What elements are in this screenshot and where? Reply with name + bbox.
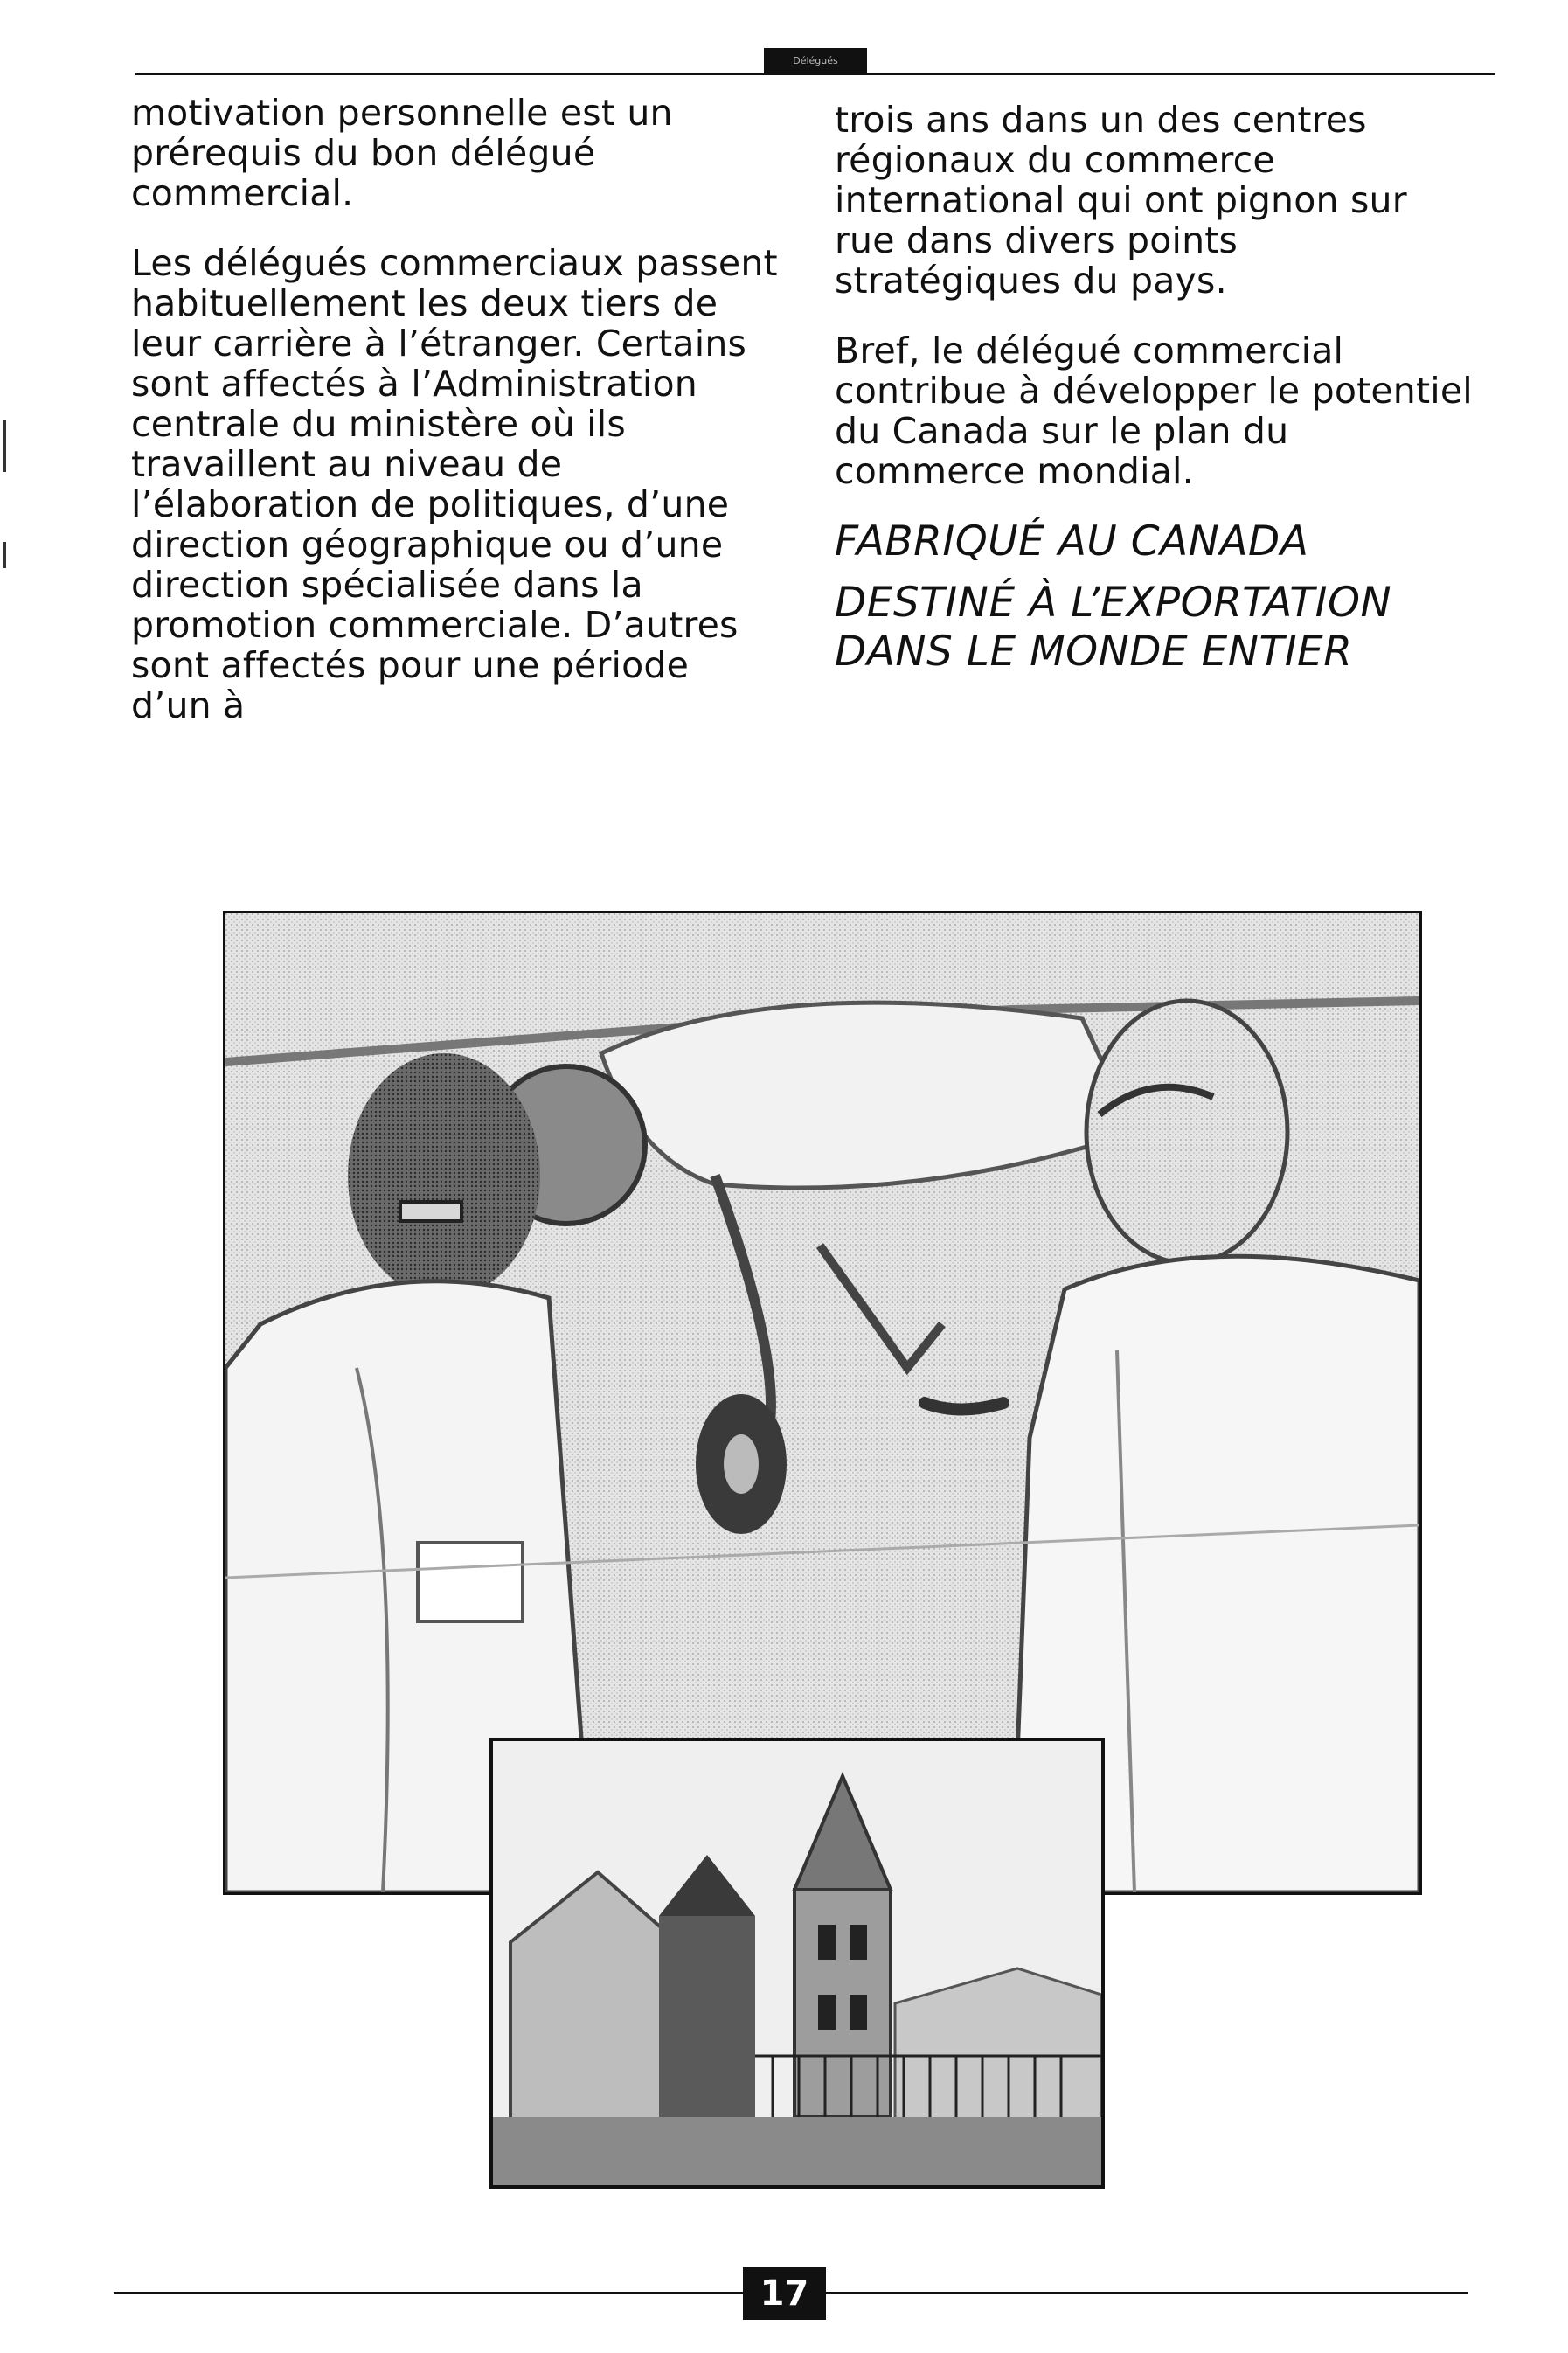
slogan-line-3: DANS LE MONDE ENTIER — [835, 628, 1353, 676]
slogan — [835, 517, 1516, 677]
header-tab — [764, 48, 867, 74]
inset-photo-illustration — [493, 1741, 1101, 2185]
slogan-line-1: FABRIQUÉ AU CANADA — [835, 517, 1309, 566]
binder-mark — [3, 542, 6, 568]
left-paragraph-2: Les délégués commerciaux passent habituellement les deux tiers de leur carrière à l’étranger. Certains sont affectés à l’Administration centrale du ministère où ils travaillent au niveau de l’élaboration de politiques, d’une direction géographique ou d’une direction spécialisée dans la promotion commerciale. D’autres sont affectés pour une période d’un à — [131, 242, 778, 726]
inset-photo — [489, 1738, 1105, 2189]
right-paragraph-1: trois ans dans un des centres régionaux du commerce international qui ont pignon sur rue dans divers points stratégiques du pays. — [835, 99, 1407, 302]
right-column — [835, 100, 1486, 491]
left-paragraph-1: motivation personnelle est un prérequis du bon délégué commercial. — [131, 92, 673, 214]
header-tab-label: Délégués — [793, 55, 838, 66]
right-paragraph-2: Bref, le délégué commercial contribue à développer le potentiel du Canada sur le plan du commerce mondial. — [835, 330, 1473, 492]
page-number-text: 17 — [760, 2273, 809, 2314]
slogan-line-2: DESTINÉ À L’EXPORTATION — [835, 579, 1392, 627]
page-number — [743, 2267, 826, 2320]
binder-mark — [3, 420, 6, 472]
left-column — [131, 93, 778, 725]
